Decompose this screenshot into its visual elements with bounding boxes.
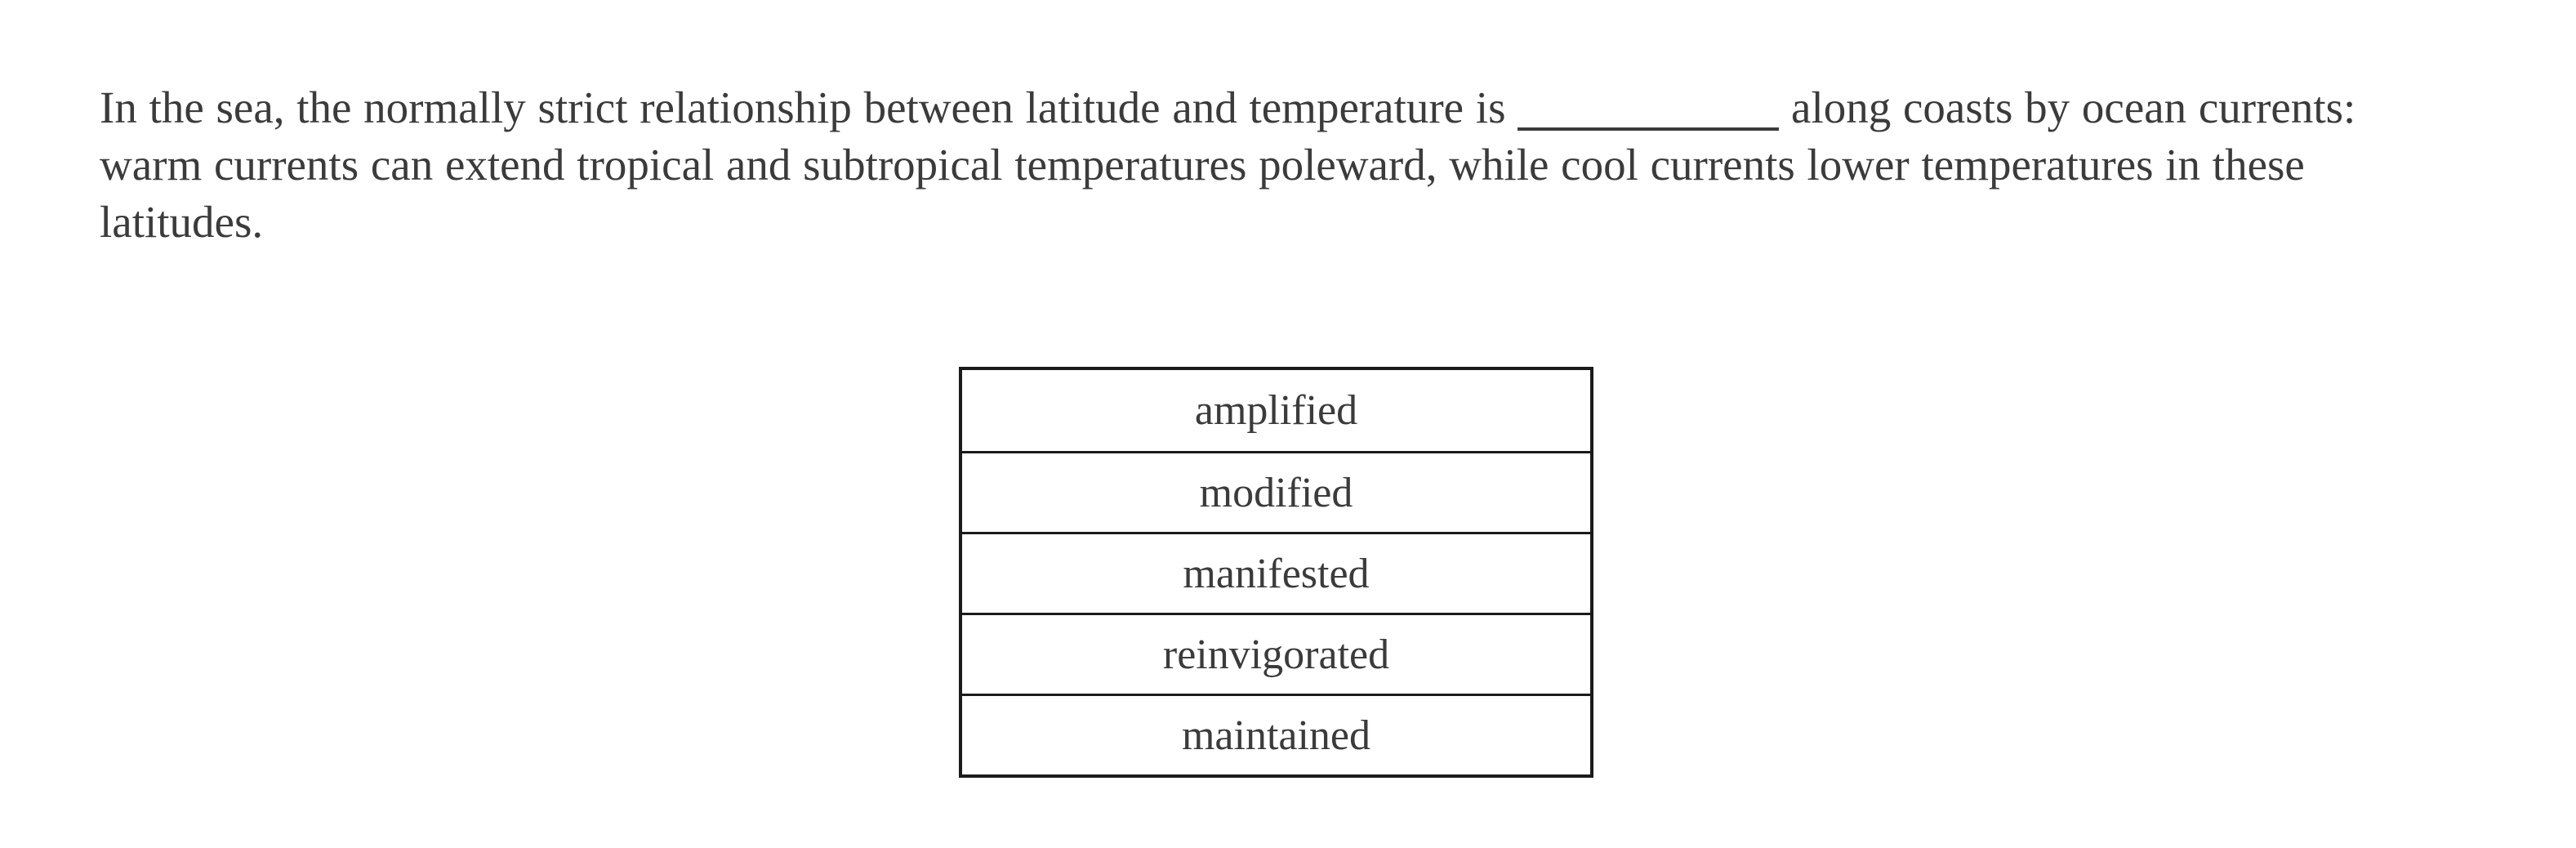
question-text-before-blank: In the sea, the normally strict relationship between latitude and temperature is [100, 83, 1506, 132]
option-reinvigorated[interactable] [962, 613, 1590, 694]
option-label: manifested [1183, 550, 1370, 597]
question-text [100, 79, 2460, 251]
option-modified[interactable] [962, 451, 1590, 532]
options-table [959, 367, 1593, 778]
option-label: reinvigorated [1162, 631, 1390, 678]
option-manifested[interactable] [962, 532, 1590, 613]
option-label: modified [1199, 469, 1353, 516]
answer-blank[interactable] [1518, 127, 1779, 131]
question-text-after-blank: along coasts by ocean currents: warm currents can extend tropical and subtropical temperatures poleward, while cool currents lower temperatures in these latitudes. [100, 83, 2356, 247]
option-label: maintained [1181, 712, 1371, 759]
option-label: amplified [1194, 387, 1358, 434]
option-maintained[interactable] [962, 694, 1590, 774]
option-amplified[interactable] [962, 370, 1590, 451]
